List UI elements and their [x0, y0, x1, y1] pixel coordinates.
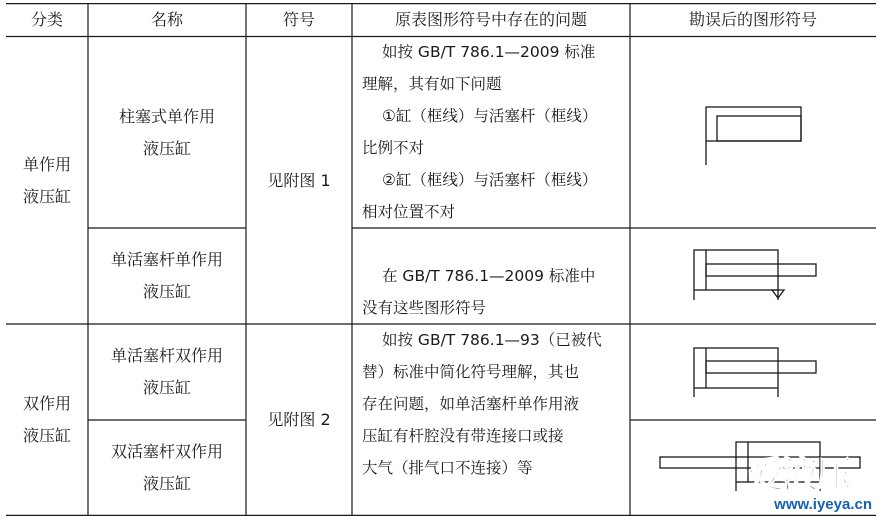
header-symbol: 符号 [282, 10, 315, 29]
problem-line: 替）标准中简化符号理解，其也 [362, 363, 580, 381]
name-line: 液压缸 [142, 282, 191, 301]
header-original-problems: 原表图形符号中存在的问题 [394, 10, 587, 29]
name-line: 液压缸 [142, 138, 191, 158]
plunger-cylinder-symbol-icon [630, 37, 876, 228]
symbol-ref-fig1: 见附图 1 [267, 170, 331, 190]
header-name: 名称 [150, 10, 183, 29]
name-line: 双活塞杆双作用 [110, 442, 223, 461]
problem-line: 相对位置不对 [362, 203, 456, 221]
header-corrected-symbol: 勘误后的图形符号 [688, 10, 817, 29]
problem-line: 如按 GB/T 786.1—2009 标准 [382, 43, 596, 61]
category-line: 液压缸 [22, 186, 71, 206]
symbol-ref-fig2: 见附图 2 [267, 410, 331, 429]
category-double-acting [6, 324, 88, 516]
name-double-rod-double-acting [88, 420, 246, 516]
problem-line: 理解，其有如下问题 [362, 75, 502, 93]
problem-line: 没有这些图形符号 [362, 299, 487, 317]
name-single-rod-single-acting [88, 228, 246, 324]
name-single-rod-double-acting [88, 324, 246, 420]
single-rod-single-acting-cylinder-symbol-icon [630, 228, 876, 324]
name-line: 液压缸 [142, 378, 191, 397]
errata-table [6, 3, 876, 516]
problem-line: 压缸有杆腔没有带连接口或接 [362, 427, 564, 445]
category-line: 单作用 [22, 154, 71, 174]
name-line: 单活塞杆单作用 [110, 250, 223, 269]
problem-description-1 [362, 36, 628, 228]
site-watermark [748, 456, 876, 514]
problem-line: ①缸（框线）与活塞杆（框线） [382, 107, 598, 125]
watermark-brand: 爱液压 [748, 455, 851, 496]
name-line: 柱塞式单作用 [118, 106, 215, 126]
category-single-acting [6, 37, 88, 324]
problem-description-2 [362, 260, 628, 484]
single-rod-double-acting-cylinder-symbol-icon [630, 324, 876, 420]
problem-line: 存在问题，如单活塞杆单作用液 [362, 395, 580, 413]
problem-line: 在 GB/T 786.1—2009 标准中 [382, 267, 596, 285]
problem-line: 比例不对 [362, 139, 425, 157]
header-category: 分类 [30, 10, 63, 29]
name-plunger-cylinder [88, 37, 246, 228]
category-line: 液压缸 [22, 426, 71, 445]
name-line: 单活塞杆双作用 [110, 346, 223, 365]
problem-line: 如按 GB/T 786.1—93（已被代 [382, 331, 602, 349]
problem-line: ②缸（框线）与活塞杆（框线） [382, 171, 598, 189]
problem-line: 大气（排气口不连接）等 [362, 459, 533, 477]
category-line: 双作用 [22, 394, 71, 413]
name-line: 液压缸 [142, 474, 191, 493]
watermark-url: www.iyeya.cn [774, 496, 872, 513]
